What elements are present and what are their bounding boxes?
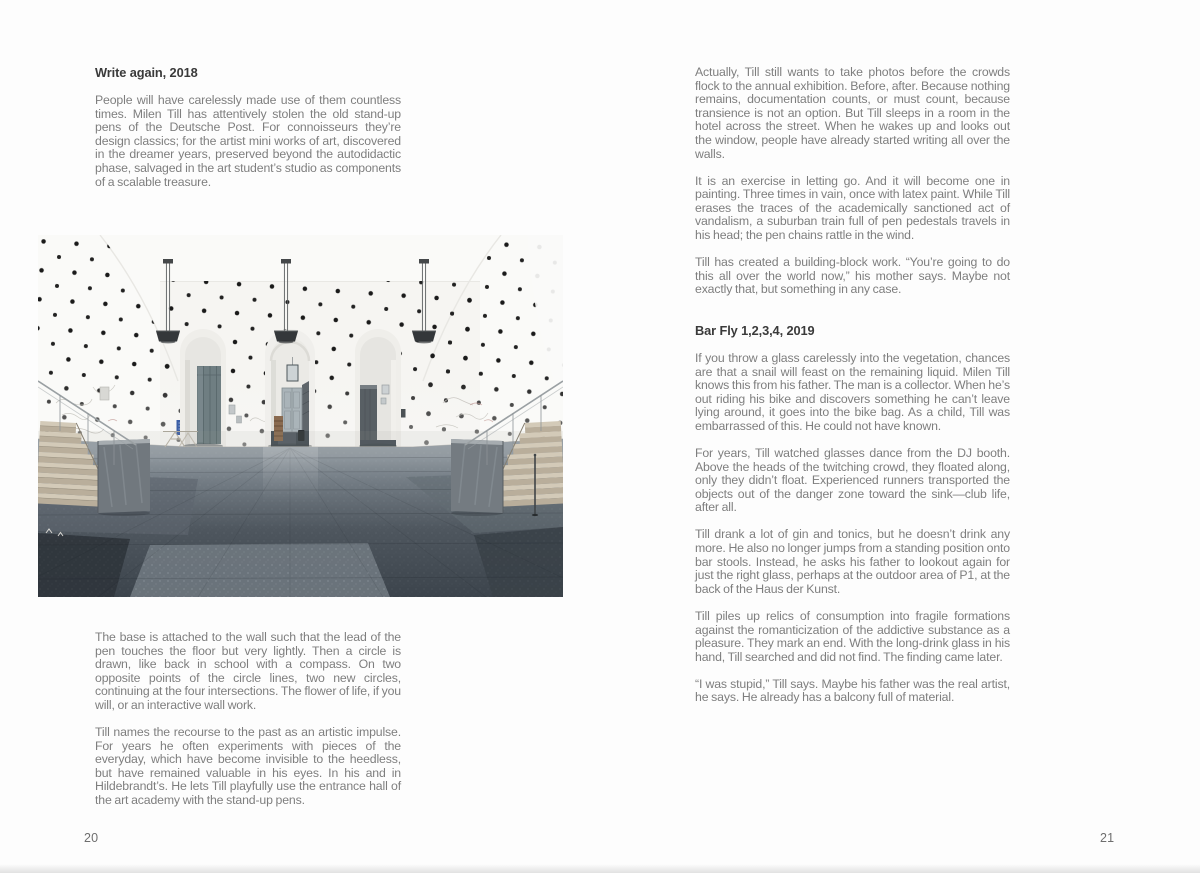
arch-left (180, 329, 226, 449)
body-paragraph: Till piles up relics of consumption into fragile formations against the romanticization of the addictive substance as a pleasure. They mark an end. With the long-drink glass in his hand, Till searched and did not find. The finding came later. (695, 608, 1010, 664)
page-bottom-edge-shadow (0, 864, 1200, 873)
arch-center (265, 329, 315, 449)
body-paragraph: Till names the recourse to the past as an artistic impulse. For years he often experiments with pieces of the everyday, which have become invisible to the heedless, but have remained valuable in his eyes. In his and in Hildebrandt’s. He lets Till playfully use the entrance hall of the art academy with the stand-up pens. (95, 725, 401, 808)
body-paragraph: Till drank a lot of gin and tonics, but he doesn’t drink any more. He also no longer jumps from a standing position onto bar stools. Instead, he asks his father to lookout again for just the right glass, perhaps at the outdoor area of P1, at the back of the Haus der Kunst. (695, 527, 1010, 596)
body-paragraph: Actually, Till still wants to take photos before the crowds flock to the annual exhibition. Before, after. Because nothing remains, documentation counts, or must count, because transience is not an option. But Till sleeps in a room in the hotel across the street. When he wakes up and looks out the window, people have already started writing all over the walls. (695, 65, 1010, 161)
page-number-right: 21 (1100, 831, 1115, 845)
body-paragraph: People will have carelessly made use of them countless times. Milen Till has attentively stolen the old stand-up pens of the Deutsche Post. For connoisseurs they’re design classics; for the artist mini works of art, discovered in the dreamer years, preserved beyond the autodidactic phase, salvaged in the art student’s studio as components of a scalable treasure. (95, 93, 401, 189)
entrance-hall-photo (38, 235, 563, 597)
body-paragraph: If you throw a glass carelessly into the vegetation, chances are that a snail will feast on the remaining liquid. Milen Till knows this from his father. The man is a collector. When he’s out riding his bike and discovers something he can’t leave lying around, it goes into the bike bag. As a child, Till was embarrassed of this. He could not have known. (695, 350, 1011, 433)
page-number-left: 20 (84, 831, 99, 845)
body-paragraph: Till has created a building-block work. “You’re going to do this all over the world now,” his mother says. Maybe not exactly that, but something in any case. (695, 255, 1010, 297)
entrance-hall-photo-image (38, 235, 563, 597)
right-column (695, 66, 1010, 718)
left-column-top (95, 66, 401, 203)
left-column-bottom (95, 631, 401, 821)
section-heading-bar-fly: Bar Fly 1,2,3,4, 2019 (695, 322, 815, 338)
body-paragraph: It is an exercise in letting go. And it will become one in painting. Three times in vain, once with latex paint. While Till erases the traces of the academically sanctioned act of vandalism, a suburban train full of pen pedestals travels in his head; the pen chains rattle in the wind. (695, 173, 1010, 243)
body-paragraph: The base is attached to the wall such that the lead of the pen touches the floor but very lightly. Then a circle is drawn, like back in school with a compass. On two opposite points of the circle lines, two new circles, continuing at the four intersections. The flower of life, if you will, or an interactive wall work. (95, 630, 401, 712)
section-heading-write-again: Write again, 2018 (95, 65, 198, 80)
body-paragraph: “I was stupid,” Till says. Maybe his father was the real artist, he says. He already has a balcony full of material. (695, 676, 1010, 705)
body-paragraph: For years, Till watched glasses dance from the DJ booth. Above the heads of the twitching crowd, they floated along, only they didn’t float. Experienced runners transported the objects out of the danger zone toward the sink—club life, after all. (695, 445, 1010, 515)
arch-right (355, 329, 401, 449)
